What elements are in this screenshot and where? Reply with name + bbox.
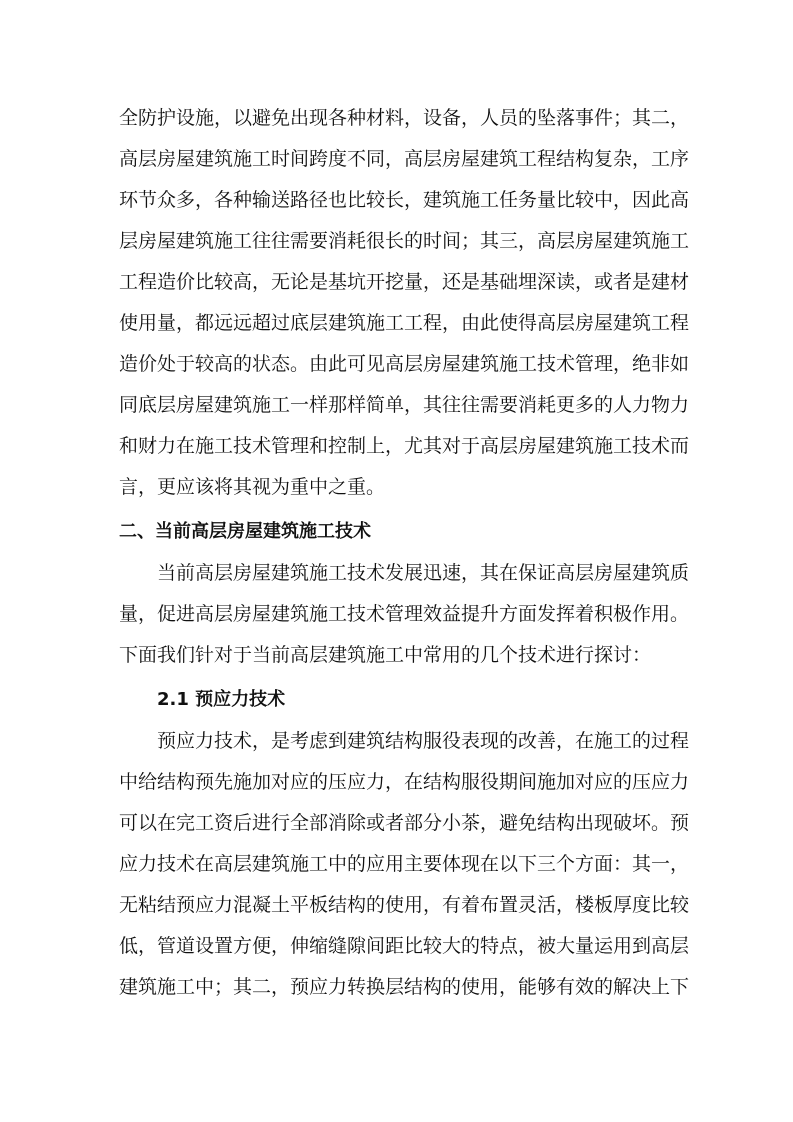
section-heading: 二、当前高层房屋建筑施工技术 xyxy=(119,521,371,542)
section-line: 量，促进高层房屋建筑施工技术管理效益提升方面发挥着积极作用。 xyxy=(119,603,690,625)
body-line: 同底层房屋建筑施工一样那样简单，其往往需要消耗更多的人力物力 xyxy=(119,394,690,416)
body-line: 环节众多，各种输送路径也比较长，建筑施工任务量比较中，因此高 xyxy=(119,189,690,211)
subsection-line: 中给结构预先施加对应的压应力，在结构服役期间施加对应的压应力 xyxy=(119,771,690,793)
body-line: 全防护设施，以避免出现各种材料，设备，人员的坠落事件；其二， xyxy=(119,107,690,129)
body-line: 工程造价比较高，无论是基坑开挖量，还是基础埋深读，或者是建材 xyxy=(119,271,690,293)
subsection-line: 低，管道设置方便，伸缩缝隙间距比较大的特点，被大量运用到高层 xyxy=(119,935,690,957)
section-line: 下面我们针对于当前高层建筑施工中常用的几个技术进行探讨： xyxy=(119,644,652,666)
subsection-line: 建筑施工中；其二，预应力转换层结构的使用，能够有效的解决上下 xyxy=(119,976,690,998)
body-line: 高层房屋建筑施工时间跨度不同，高层房屋建筑工程结构复杂，工序 xyxy=(119,148,690,170)
subsection-heading: 2.1 预应力技术 xyxy=(157,689,286,710)
body-line: 层房屋建筑施工往往需要消耗很长的时间；其三，高层房屋建筑施工 xyxy=(119,230,690,252)
body-line: 言，更应该将其视为重中之重。 xyxy=(119,476,386,498)
body-line: 和财力在施工技术管理和控制上，尤其对于高层房屋建筑施工技术而 xyxy=(119,435,690,457)
section-line: 当前高层房屋建筑施工技术发展迅速，其在保证高层房屋建筑质 xyxy=(157,562,690,584)
subsection-line: 可以在完工资后进行全部消除或者部分小茶，避免结构出现破坏。预 xyxy=(119,812,690,834)
subsection-line: 预应力技术，是考虑到建筑结构服役表现的改善，在施工的过程 xyxy=(157,730,690,752)
subsection-line: 应力技术在高层建筑施工中的应用主要体现在以下三个方面：其一， xyxy=(119,853,690,875)
body-line: 造价处于较高的状态。由此可见高层房屋建筑施工技术管理，绝非如 xyxy=(119,353,690,375)
body-line: 使用量，都远远超过底层建筑施工工程，由此使得高层房屋建筑工程 xyxy=(119,312,690,334)
subsection-line: 无粘结预应力混凝土平板结构的使用，有着布置灵活，楼板厚度比较 xyxy=(119,894,690,916)
